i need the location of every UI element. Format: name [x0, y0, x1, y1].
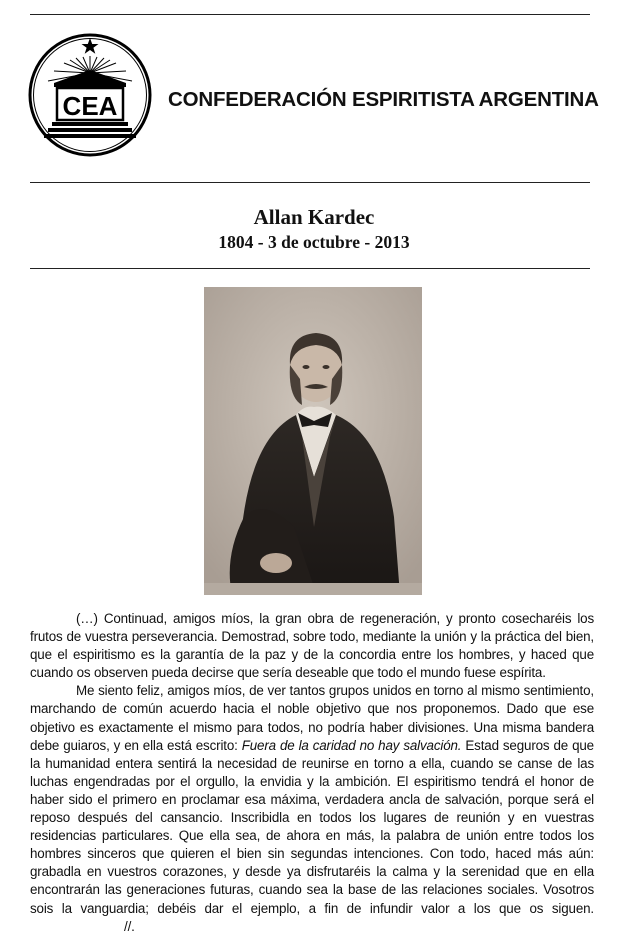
top-rule: [30, 14, 590, 15]
paragraph-1: (…) Continuad, amigos míos, la gran obra de regeneración, y pronto cosecharéis los frutos de vuestra perseverancia. Demostrad, sobre todo, mediante la unión y la práctica del bien, que el espiritismo es la garantía de la paz y de la concordia entre los hombres, y haced que cuando os observen pueda decirse que sería deseable que todo el mundo fuese espírita.: [30, 611, 594, 681]
document-dates: 1804 - 3 de octubre - 2013: [218, 232, 410, 252]
header-rule: [30, 182, 590, 183]
paragraph-2-part-b: Estad seguros de que la humanidad entera sentirá la necesidad de reunirse en torno a ella, cuando se canse de las luchas engendradas por el orgullo, la envidia y la ambición. El espiritismo tendrá el honor de haber sido el primero en proclamar esa máxima, verdadera ancla de salvación, porque será el reposo después del cansancio. Inscribidla en todos los lugares de reunión y en vuestras residencias particulares. Que ella sea, de ahora en más, la palabra de unión entre todos los hombres sinceros que quieren el bien sin segundas intenciones. Con todo, haced más aún: grabadla en vuestros corazones, y desde ya disfrutaréis la calma y la serenidad que en ella encontrarán las generaciones futuras, cuando sea la base de las relaciones sociales. Vosotros sois la vanguardia; debéis dar el ejemplo, a fin de infundir valor a los que os siguen.: [30, 737, 594, 916]
title-rule: [30, 268, 590, 269]
kardec-maxim: Fuera de la caridad no hay salvación.: [241, 737, 462, 753]
closing-mark: //.: [124, 918, 135, 934]
portrait-photo: [204, 287, 422, 595]
organization-name: CONFEDERACIÓN ESPIRITISTA ARGENTINA: [168, 88, 599, 111]
logo-text: CEA: [62, 91, 118, 121]
document-title: Allan Kardec: [253, 205, 375, 229]
paragraph-2-part-a: Me siento feliz, amigos míos, de ver tantos grupos unidos en torno al mismo sentimiento, marchando de común acuerdo hacia el noble objetivo que nos proponemos. Dado que ese objetivo es exactamente el mismo para todos, no podría haber divisiones. Una misma bandera debe guiaros, y en ella está escrito:: [30, 683, 594, 753]
cea-logo: [28, 33, 152, 157]
paragraph-2: [30, 682, 594, 935]
body-text: [30, 610, 594, 936]
